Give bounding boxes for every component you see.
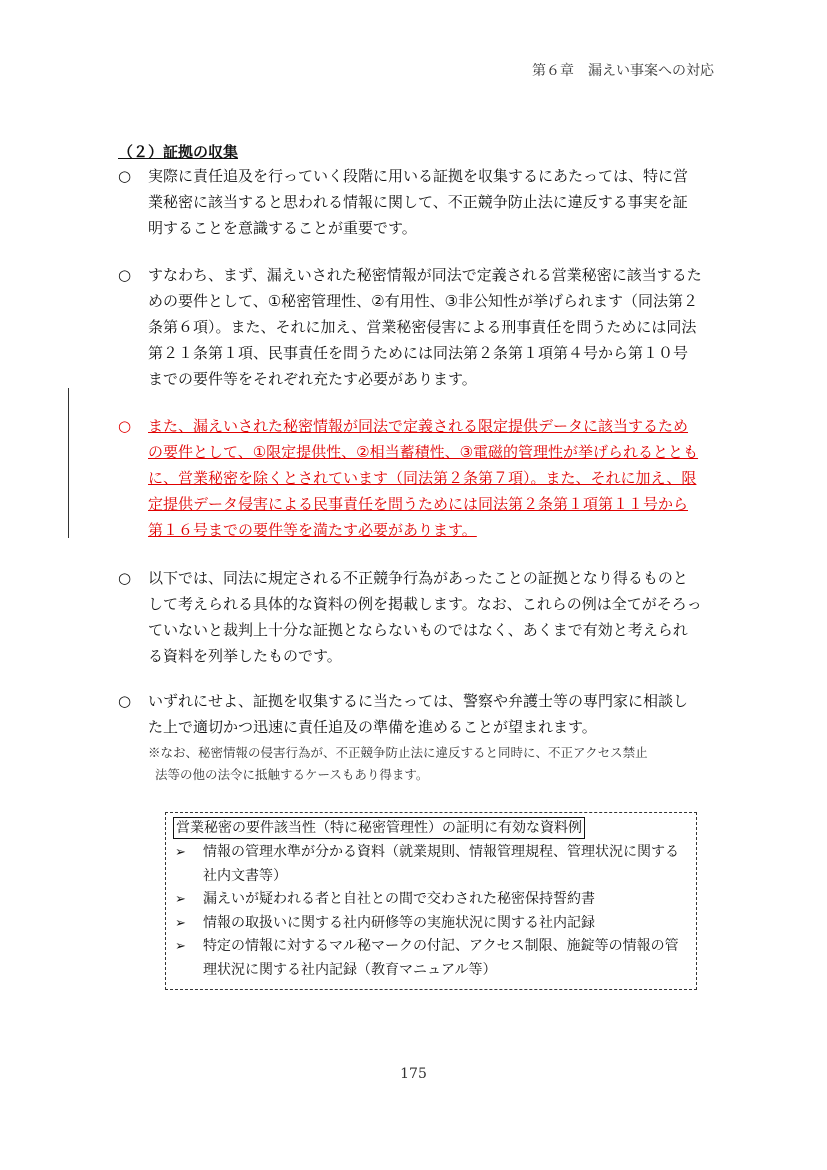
- footnote-line-2: 法等の他の法令に抵触するケースもあり得ます。: [155, 767, 429, 782]
- paragraph-text: 以下では、同法に規定される不正競争行為があったことの証拠となり得るものとして考えられる具体的な資料の例を掲載します。なお、これらの例は全てがそろっていないと裁判上十分な証拠とならないものではなく、あくまで有効と考えられる資料を列挙したものです。: [148, 569, 702, 665]
- paragraph-trade-secret-requirements: [118, 262, 702, 392]
- arrow-bullet-icon: ➢: [175, 892, 186, 907]
- paragraph-evidence-intro: [118, 163, 702, 241]
- paragraph-limited-data-requirements: [118, 413, 702, 543]
- list-item: [173, 841, 690, 888]
- examples-box-title: 営業秘密の要件該当性（特に秘密管理性）の証明に有効な資料例: [173, 817, 585, 839]
- page-number: 175: [400, 1066, 427, 1082]
- bullet-mark: ○: [118, 569, 132, 587]
- list-item: [173, 888, 690, 912]
- arrow-bullet-icon: ➢: [175, 845, 186, 860]
- footnote: [148, 742, 708, 786]
- paragraph-text: すなわち、まず、漏えいされた秘密情報が同法で定義される営業秘密に該当するための要件として、①秘密管理性、②有用性、③非公知性が挙げられます（同法第２条第６項）。また、それに加え、営業秘密侵害による刑事責任を問うためには同法第２１条第１項、民事責任を問うためには同法第２条第１項第４号から第１０号までの要件等をそれぞれ充たす必要があります。: [148, 266, 702, 388]
- bullet-mark: ○: [118, 417, 132, 435]
- revision-change-bar: [68, 388, 69, 538]
- examples-box: [165, 812, 697, 990]
- bullet-mark: ○: [118, 167, 132, 185]
- bullet-mark: ○: [118, 692, 132, 710]
- list-item-text: 情報の取扱いに関する社内研修等の実施状況に関する社内記録: [203, 914, 595, 931]
- list-item: [173, 935, 690, 982]
- list-item: [173, 912, 690, 936]
- list-item-text: 漏えいが疑われる者と自社との間で交わされた秘密保持誓約書: [203, 891, 595, 907]
- list-item-text: 情報の管理水準が分かる資料（就業規則、情報管理規程、管理状況に関する社内文書等）: [203, 844, 679, 884]
- paragraph-text: いずれにせよ、証拠を収集するに当たっては、警察や弁護士等の専門家に相談した上で適切かつ迅速に責任追及の準備を進めることが望まれます。: [148, 692, 689, 736]
- arrow-bullet-icon: ➢: [175, 939, 186, 954]
- paragraph-document-examples: [118, 565, 702, 669]
- footnote-line-1: ※なお、秘密情報の侵害行為が、不正競争防止法に違反すると同時に、不正アクセス禁止: [148, 745, 648, 760]
- paragraph-text: 実際に責任追及を行っていく段階に用いる証拠を収集するにあたっては、特に営業秘密に該当すると思われる情報に関して、不正競争防止法に違反する事実を証明することを意識することが重要です。: [148, 167, 689, 237]
- examples-list: [173, 841, 690, 982]
- chapter-header: 第６章 漏えい事案への対応: [532, 63, 714, 79]
- list-item-text: 特定の情報に対するマル秘マークの付記、アクセス制限、施錠等の情報の管理状況に関する社内記録（教育マニュアル等）: [203, 938, 679, 978]
- paragraph-consult-experts: [118, 688, 702, 740]
- section-title: （２）証拠の収集: [118, 143, 239, 161]
- paragraph-text: また、漏えいされた秘密情報が同法で定義される限定提供データに該当するための要件として、①限定提供性、②相当蓄積性、③電磁的管理性が挙げられるとともに、営業秘密を除くとされています（同法第２条第７項）。また、それに加え、限定提供データ侵害による民事責任を問うためには同法第２条第１項第１１号から第１６号までの要件等を満たす必要があります。: [148, 417, 699, 539]
- bullet-mark: ○: [118, 266, 132, 284]
- arrow-bullet-icon: ➢: [175, 915, 186, 931]
